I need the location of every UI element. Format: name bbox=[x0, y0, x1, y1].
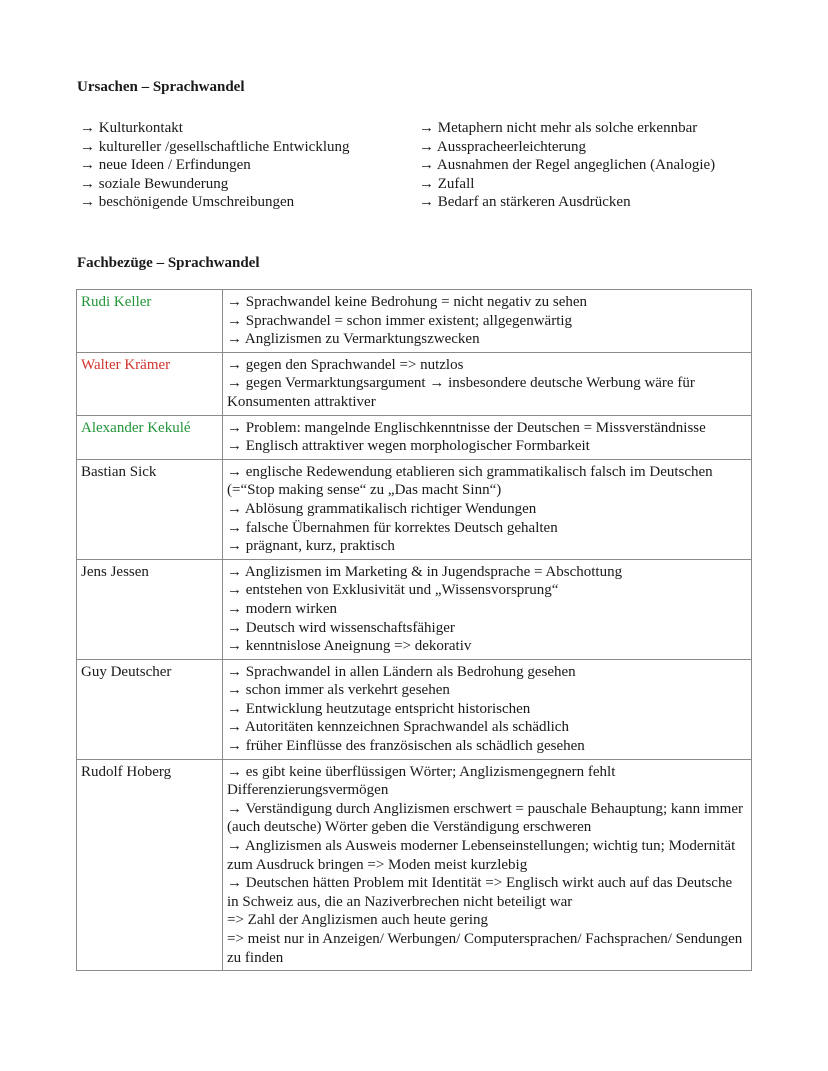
note-line: → kenntnislose Aneignung => dekorativ bbox=[227, 638, 472, 655]
author-name: Guy Deutscher bbox=[77, 659, 223, 759]
note-line: → Englisch attraktiver wegen morphologischer Formbarkeit bbox=[227, 438, 590, 455]
note-line: → gegen Vermarktungsargument → insbesondere deutsche Werbung wäre für Konsumenten attraktiver bbox=[227, 375, 695, 410]
note-line: → Anglizismen zu Vermarktungszwecken bbox=[227, 331, 480, 348]
note-line: → früher Einflüsse des französischen als schädlich gesehen bbox=[227, 738, 585, 755]
causes-list-right bbox=[419, 119, 715, 212]
causes-list-left bbox=[80, 119, 350, 212]
heading-references: Fachbezüge – Sprachwandel bbox=[77, 255, 260, 271]
author-notes bbox=[223, 415, 752, 459]
author-name: Jens Jessen bbox=[77, 559, 223, 659]
author-notes bbox=[223, 559, 752, 659]
table-row bbox=[77, 415, 752, 459]
cause-item: → Metaphern nicht mehr als solche erkennbar bbox=[419, 120, 698, 136]
note-line: → Deutschen hätten Problem mit Identität => Englisch wirkt auch auf das Deutsche in Schweiz aus, die an Naziverbrechen nicht beteiligt war bbox=[227, 875, 733, 910]
note-line: → Anglizismen als Ausweis moderner Lebenseinstellungen; wichtig tun; Modernität zum Ausdruck bringen => Moden meist kurzlebig bbox=[227, 838, 736, 873]
author-notes bbox=[223, 659, 752, 759]
note-line: → gegen den Sprachwandel => nutzlos bbox=[227, 356, 464, 373]
note-line: → Autoritäten kennzeichnen Sprachwandel als schädlich bbox=[227, 719, 569, 736]
note-line: → Verständigung durch Anglizismen erschwert = pauschale Behauptung; kann immer (auch deutsche) Wörter geben die Verständigung erschweren bbox=[227, 800, 743, 836]
author-notes bbox=[223, 290, 752, 353]
note-line: → Sprachwandel = schon immer existent; allgegenwärtig bbox=[227, 312, 573, 329]
note-line: → Entwicklung heutzutage entspricht historischen bbox=[227, 700, 531, 717]
heading-causes: Ursachen – Sprachwandel bbox=[77, 79, 245, 95]
table-row bbox=[77, 459, 752, 559]
cause-item: → kultureller /gesellschaftliche Entwicklung bbox=[80, 138, 350, 155]
author-name: Bastian Sick bbox=[77, 459, 223, 559]
author-name: Rudi Keller bbox=[77, 290, 223, 353]
note-line: → Deutsch wird wissenschaftsfähiger bbox=[227, 619, 455, 636]
cause-item: → Ausspracheerleichterung bbox=[419, 138, 587, 155]
table-row bbox=[77, 559, 752, 659]
cause-item: → beschönigende Umschreibungen bbox=[80, 194, 295, 211]
table-row bbox=[77, 290, 752, 353]
table-row bbox=[77, 659, 752, 759]
cause-item: → Bedarf an stärkeren Ausdrücken bbox=[419, 194, 631, 211]
note-line: → Sprachwandel in allen Ländern als Bedrohung gesehen bbox=[227, 663, 576, 680]
table-row bbox=[77, 759, 752, 971]
cause-item: → Ausnahmen der Regel angeglichen (Analogie) bbox=[419, 157, 716, 174]
author-name: Alexander Kekulé bbox=[77, 415, 223, 459]
author-notes bbox=[223, 352, 752, 415]
note-line: → schon immer als verkehrt gesehen bbox=[227, 682, 450, 699]
note-line: → englische Redewendung etablieren sich grammatikalisch falsch im Deutschen (=“Stop making sense“ zu „Das macht Sinn“) bbox=[227, 463, 713, 499]
note-line: → modern wirken bbox=[227, 600, 337, 617]
cause-item: → soziale Bewunderung bbox=[80, 175, 229, 192]
author-name: Walter Krämer bbox=[77, 352, 223, 415]
note-line: => meist nur in Anzeigen/ Werbungen/ Computersprachen/ Fachsprachen/ Sendungen zu finden bbox=[227, 931, 743, 966]
note-line: => Zahl der Anglizismen auch heute gering bbox=[227, 912, 489, 929]
cause-item: → Kulturkontakt bbox=[80, 120, 183, 136]
table-row bbox=[77, 352, 752, 415]
note-line: → Anglizismen im Marketing & in Jugendsprache = Abschottung bbox=[227, 563, 623, 580]
note-line: → entstehen von Exklusivität und „Wissensvorsprung“ bbox=[227, 582, 559, 599]
cause-item: → neue Ideen / Erfindungen bbox=[80, 157, 251, 174]
author-name: Rudolf Hoberg bbox=[77, 759, 223, 971]
note-line: → prägnant, kurz, praktisch bbox=[227, 538, 395, 555]
note-line: → Problem: mangelnde Englischkenntnisse der Deutschen = Missverständnisse bbox=[227, 419, 706, 436]
references-table bbox=[76, 289, 752, 971]
author-notes bbox=[223, 459, 752, 559]
note-line: → falsche Übernahmen für korrektes Deutsch gehalten bbox=[227, 519, 558, 536]
cause-item: → Zufall bbox=[419, 175, 475, 192]
note-line: → Sprachwandel keine Bedrohung = nicht negativ zu sehen bbox=[227, 294, 588, 310]
note-line: → Ablösung grammatikalisch richtiger Wendungen bbox=[227, 500, 537, 517]
author-notes bbox=[223, 759, 752, 971]
note-line: → es gibt keine überflüssigen Wörter; Anglizismengegnern fehlt Differenzierungsvermögen bbox=[227, 763, 616, 799]
